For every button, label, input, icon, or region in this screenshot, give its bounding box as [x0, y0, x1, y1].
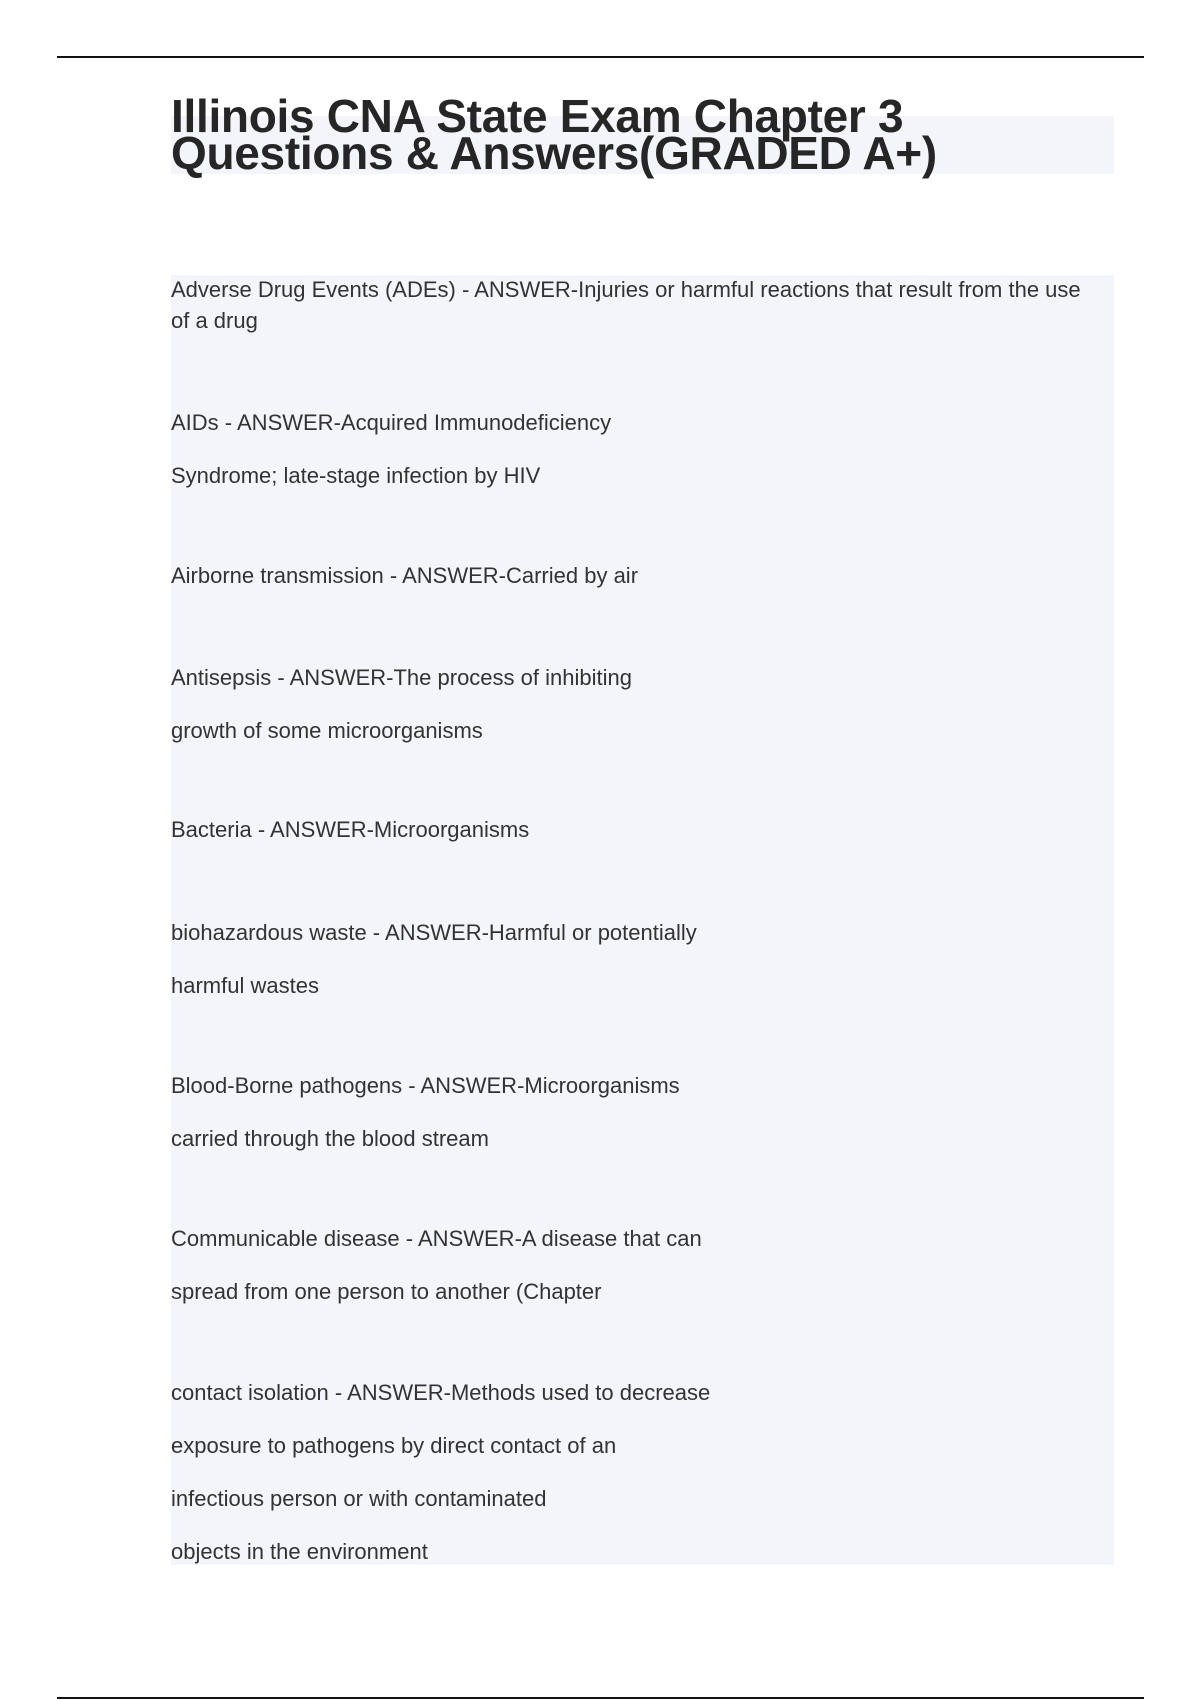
entry-text-line-2: exposure to pathogens by direct contact of an — [171, 1433, 617, 1458]
entry-text-line-1: Blood-Borne pathogens - ANSWER-Microorganisms — [171, 1073, 680, 1098]
qa-entry-antisepsis — [171, 651, 1101, 757]
entry-text-line-2: growth of some microorganisms — [171, 718, 483, 743]
bottom-rule — [57, 1697, 1144, 1699]
qa-entry-bacteria — [171, 803, 1101, 856]
entry-text-line-3: infectious person or with contaminated — [171, 1486, 547, 1511]
qa-entry-communicable-disease — [171, 1212, 1101, 1318]
entry-text-line-1: Antisepsis - ANSWER-The process of inhibiting — [171, 665, 632, 690]
title-line-1: Illinois CNA State Exam Chapter 3 — [171, 90, 904, 142]
top-rule — [57, 56, 1144, 58]
qa-entry-adverse-drug-events — [171, 274, 1101, 336]
entry-text-line-1: biohazardous waste - ANSWER-Harmful or potentially — [171, 920, 697, 945]
entry-text-line-1: AIDs - ANSWER-Acquired Immunodeficiency — [171, 410, 612, 435]
qa-entry-contact-isolation — [171, 1366, 1101, 1578]
qa-entry-biohazardous-waste — [171, 906, 1101, 1012]
entry-text-line-2: carried through the blood stream — [171, 1126, 489, 1151]
entry-text: Adverse Drug Events (ADEs) - ANSWER-Injuries or harmful reactions that result from the use of a drug — [171, 277, 1081, 333]
entry-text-line-4: objects in the environment — [171, 1539, 428, 1564]
entry-text: Bacteria - ANSWER-Microorganisms — [171, 817, 530, 842]
qa-entry-blood-borne-pathogens — [171, 1059, 1101, 1165]
qa-entry-airborne-transmission — [171, 549, 1101, 602]
page-title — [171, 90, 1114, 179]
qa-entry-aids — [171, 396, 1101, 502]
title-line-2: Questions & Answers(GRADED A+) — [171, 126, 937, 179]
entry-text: Airborne transmission - ANSWER-Carried by air — [171, 563, 639, 588]
entry-text-line-2: harmful wastes — [171, 973, 319, 998]
entry-text-line-2: spread from one person to another (Chapter — [171, 1279, 602, 1304]
entry-text-line-1: contact isolation - ANSWER-Methods used to decrease — [171, 1380, 711, 1405]
entry-text-line-1: Communicable disease - ANSWER-A disease that can — [171, 1226, 702, 1251]
entry-text-line-2: Syndrome; late-stage infection by HIV — [171, 463, 541, 488]
